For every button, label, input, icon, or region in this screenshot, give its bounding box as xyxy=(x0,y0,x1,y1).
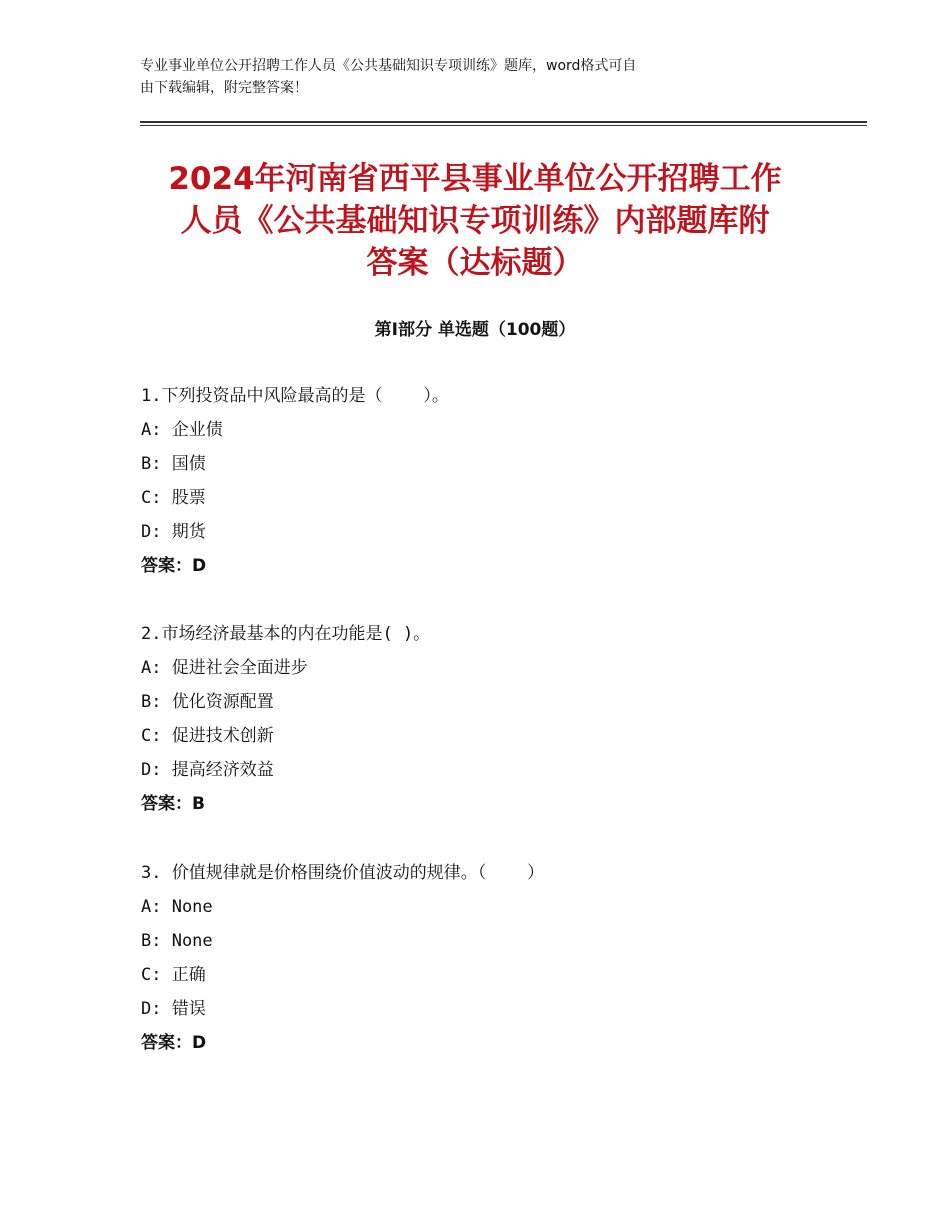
option-a: A: 促进社会全面进步 xyxy=(141,658,308,678)
option-b: B: 优化资源配置 xyxy=(141,692,274,712)
section-title: 第Ⅰ部分 单选题（100题） xyxy=(374,320,576,340)
question-3 xyxy=(141,856,841,1060)
option-b: B: None xyxy=(141,931,213,951)
option-a: A: None xyxy=(141,897,213,917)
answer: 答案：B xyxy=(141,794,205,814)
option-c: C: 正确 xyxy=(141,965,206,985)
option-d: D: 提高经济效益 xyxy=(141,760,274,780)
answer: 答案：D xyxy=(141,556,207,576)
option-c: C: 股票 xyxy=(141,488,206,508)
header-note-line-1: 专业事业单位公开招聘工作人员《公共基础知识专项训练》题库，word格式可自 xyxy=(140,58,637,74)
question-2 xyxy=(141,617,841,821)
question-stem: 3. 价值规律就是价格围绕价值波动的规律。（ ） xyxy=(141,863,545,883)
header-note-line-2: 由下载编辑，附完整答案！ xyxy=(140,80,308,96)
header-divider-thin xyxy=(140,125,867,126)
title-line-3: 答案（达标题） xyxy=(366,245,584,281)
title-line-2: 人员《公共基础知识专项训练》内部题库附 xyxy=(180,203,770,239)
option-c: C: 促进技术创新 xyxy=(141,726,274,746)
answer: 答案：D xyxy=(141,1033,207,1053)
question-stem: 1.下列投资品中风险最高的是（ ）。 xyxy=(141,386,449,406)
option-b: B: 国债 xyxy=(141,454,206,474)
option-d: D: 错误 xyxy=(141,999,206,1019)
question-stem: 2.市场经济最基本的内在功能是( )。 xyxy=(141,624,431,644)
question-1 xyxy=(141,379,841,583)
title-line-1: 2024年河南省西平县事业单位公开招聘工作 xyxy=(168,161,782,197)
document-title xyxy=(120,158,830,284)
header-divider-thick xyxy=(140,121,867,123)
option-a: A: 企业债 xyxy=(141,420,223,440)
option-d: D: 期货 xyxy=(141,522,206,542)
header-note xyxy=(140,55,820,99)
